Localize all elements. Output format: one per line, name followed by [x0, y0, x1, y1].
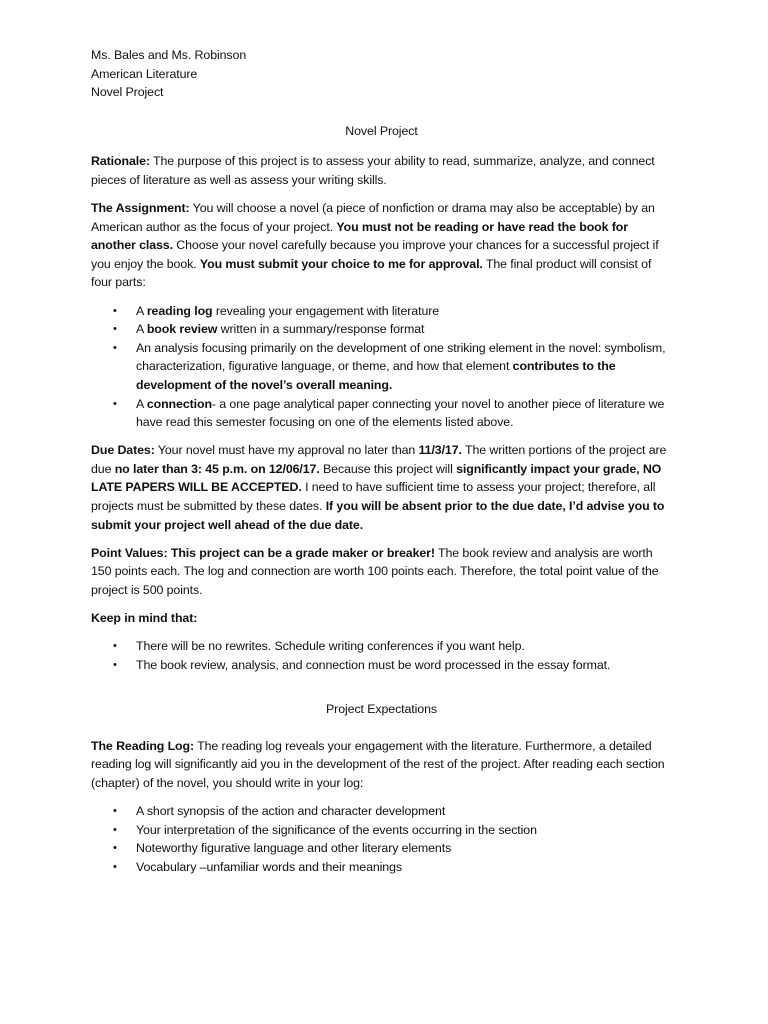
assignment-emphasis-1: You must not be reading or have read the book for another class.: [91, 219, 628, 253]
list-item-text: There will be no rewrites. Schedule writing conferences if you want help.: [136, 639, 525, 654]
list-item-text: Your interpretation of the significance of the events occurring in the section: [136, 822, 537, 837]
list-item: [91, 302, 672, 321]
list-item-text: The book review, analysis, and connection must be word processed in the essay format.: [136, 657, 611, 672]
due-dates-text: The written portions of the project are due: [91, 443, 667, 476]
reading-log-list: [91, 802, 672, 876]
assignment-name: Novel Project: [91, 85, 164, 100]
due-dates-emphasis: If you will be absent prior to the due date, I’d advise you to submit your project well ahead of the due date.: [91, 498, 665, 532]
bullet-icon: •: [113, 823, 117, 836]
list-item: [91, 802, 672, 821]
assignment-emphasis-2: You must submit your choice to me for approval.: [199, 256, 483, 271]
part-text: revealing your engagement with literature: [212, 303, 440, 318]
list-item: [91, 320, 672, 339]
list-item-text: A short synopsis of the action and character development: [136, 804, 446, 819]
assignment-paragraph: [91, 199, 672, 292]
part-text: A: [136, 396, 147, 411]
document-header: [91, 46, 672, 102]
part-emphasis: contributes to the development of the novel’s overall meaning.: [136, 359, 616, 392]
bullet-icon: •: [113, 304, 117, 317]
due-dates-text: Your novel must have my approval no later than: [154, 443, 419, 458]
bullet-icon: •: [113, 323, 117, 336]
part-text: A: [136, 303, 147, 318]
course-name: American Literature: [91, 66, 198, 81]
part-text: A: [136, 322, 147, 337]
bullet-icon: •: [113, 842, 117, 855]
point-values-text: The book review and analysis are worth 150 points each. The log and connection are worth 100 points each. Therefore, the total point value of the project is 500 points.: [91, 545, 659, 597]
keep-in-mind-label: [91, 609, 672, 628]
project-parts-list: [91, 302, 672, 432]
part-text: - a one page analytical paper connecting your novel to another piece of literature we have read this semester focusing on one of the elements listed above.: [136, 396, 665, 430]
list-item: [91, 858, 672, 877]
list-item-text: Vocabulary –unfamiliar words and their meanings: [136, 859, 402, 874]
assignment-text-2: Choose your novel carefully because you improve your chances for a successful project if you enjoy the book.: [91, 238, 659, 271]
reading-log-paragraph: [91, 737, 672, 793]
part-emphasis: reading log: [146, 303, 213, 318]
point-values-label: Point Values: This project can be a grade maker or breaker!: [91, 545, 435, 560]
list-item: [91, 821, 672, 840]
assignment-text-3: The final product will consist of four parts:: [91, 256, 652, 290]
list-item-text: Noteworthy figurative language and other literary elements: [136, 841, 452, 856]
bullet-icon: •: [113, 397, 117, 410]
due-dates-text: Because this project will: [319, 461, 457, 476]
due-dates-label: Due Dates:: [91, 443, 155, 458]
part-emphasis: book review: [146, 322, 218, 337]
assignment-text-1: You will choose a novel (a piece of nonfiction or drama may also be acceptable) by an American author as the focus of your project.: [91, 201, 655, 234]
due-dates-text: I need to have sufficient time to assess your project; therefore, all projects must be submitted by these dates.: [91, 480, 656, 513]
reading-log-label: The Reading Log:: [91, 738, 195, 753]
point-values-paragraph: [91, 544, 672, 600]
rationale-label: Rationale:: [91, 154, 150, 169]
keep-in-mind-list: [91, 637, 672, 674]
section-title: Project Expectations: [326, 702, 437, 717]
keep-in-mind-heading: Keep in mind that:: [91, 610, 198, 625]
bullet-icon: •: [113, 341, 117, 354]
reading-log-text: The reading log reveals your engagement with the literature. Furthermore, a detailed reading log will significantly aid you in the development of the rest of the project. After reading each section (chapter) of the novel, you should write in your log:: [91, 738, 665, 790]
due-dates-emphasis: significantly impact your grade, NO LATE PAPERS WILL BE ACCEPTED.: [91, 461, 662, 495]
list-item: [91, 656, 672, 675]
part-text: symbolism, characterization, figurative language, or theme, and how that element: [136, 340, 666, 374]
list-item: [91, 637, 672, 656]
due-dates-emphasis: no later than 3: 45 p.m. on 12/06/17.: [114, 461, 320, 476]
due-dates-paragraph: [91, 441, 672, 534]
list-item: [91, 839, 672, 858]
document-title: Novel Project: [345, 123, 418, 138]
rationale-paragraph: [91, 152, 672, 189]
bullet-icon: •: [113, 860, 117, 873]
list-item: [91, 339, 672, 395]
bullet-icon: •: [113, 658, 117, 671]
part-text: written in a summary/response format: [217, 322, 425, 337]
assignment-label: The Assignment:: [91, 201, 190, 216]
list-item: [91, 395, 672, 432]
bullet-icon: •: [113, 640, 117, 653]
part-text: An analysis focusing primarily on the development of one striking element in the novel:: [136, 340, 602, 355]
bullet-icon: •: [113, 805, 117, 818]
teacher-names: Ms. Bales and Ms. Robinson: [91, 48, 247, 62]
part-emphasis: connection: [146, 396, 212, 411]
rationale-text: The purpose of this project is to assess your ability to read, summarize, analyze, and connect pieces of literature as well as assess your writing skills.: [91, 154, 655, 187]
due-dates-emphasis: 11/3/17.: [418, 443, 462, 458]
